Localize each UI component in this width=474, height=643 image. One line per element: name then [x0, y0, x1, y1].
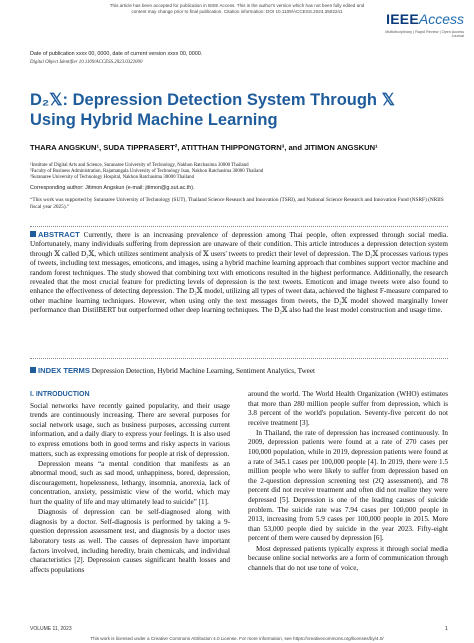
- publication-date: Date of publication xxxx 00, 0000, date of current version xxxx 00, 0000.: [30, 51, 203, 57]
- affiliation-1: ¹Institute of Digital Arts and Science, Suranaree University of Technology, Nakhon Ratchasima 30000 Thailand: [30, 163, 249, 168]
- logo-tagline: Multidisciplinary | Rapid Review | Open Access Journal: [385, 30, 464, 38]
- page-number: 1: [444, 626, 448, 632]
- logo-access-text: Access: [418, 11, 464, 27]
- index-terms: [30, 366, 448, 375]
- affiliation-2: ²Faculty of Business Administration, Rajamangala University of Technology Isan, Nakhon Ratchasima 30000 Thailand: [30, 169, 264, 175]
- left-column: [30, 390, 230, 576]
- funding-note: “This work was supported by Suranaree University of Technology (SUT), Thailand Science Research and Innovation (TSRI), and National Science Research and Innovation Fund (NSRF) (NRIIS fiscal year 2025).”: [30, 197, 444, 210]
- index-terms-text: Depression Detection, Hybrid Machine Learning, Sentiment Analytics, Tweet: [91, 367, 316, 375]
- logo-ieee-text: IEEE: [386, 11, 419, 27]
- title-line-1: D₂𝕏: Depression Detection System Through 𝕏: [30, 91, 395, 109]
- top-notice-line-2: content may change prior to final publication. Citation information: DOI 10.1109/ACCESS.2024.3502241: [131, 9, 343, 15]
- square-bullet-icon: [30, 367, 36, 373]
- section-heading: I. INTRODUCTION: [30, 391, 90, 398]
- paragraph: Most depressed patients typically express it through social media because online social networks are a form of communication through channels that do not use tone of voice,: [248, 544, 448, 572]
- top-notice-line-1: This article has been accepted for publication in IEEE Access. This is the author's version which has not been fully edited and: [109, 3, 365, 8]
- square-bullet-icon: [30, 231, 36, 237]
- abstract-heading: ABSTRACT: [38, 230, 80, 239]
- paragraph: Social networks have recently gained popularity, and their usage trends are continuously increasing. There are several purposes for social network usage, such as business purposes, accessing current information, and a daily diary to express your feelings. It is also used to express emotions both in good terms and risky aspects in various matters, such as expressing emotions for people at risk of depression.: [30, 401, 230, 458]
- abstract-top-rule: [30, 226, 448, 227]
- corresponding-author: Corresponding author: Jitimon Angskun (e-mail: jitimon@g.sut.ac.th).: [30, 185, 195, 191]
- volume-label: VOLUME 11, 2023: [30, 626, 72, 632]
- affiliations: [30, 163, 450, 182]
- abstract-bottom-rule: [30, 358, 448, 359]
- paragraph: In Thailand, the rate of depression has increased continuously. In 2009, depression patients were found at a rate of 270 cases per 100,000 population, while in 2019, depression patients were found at a rate of 345.1 cases per 100,000 people [4]. In 2019, there were 1.5 million people who were likely to suffer from depression based on the 2-question depression screening test (2Q assessment), and 78 percent did not receive treatment and often did not realize they were depressed [5]. Depression is one of the leading causes of suicide problem. The suicide rate was 7.94 cases per 100,000 people in 2013, increasing from 5.9 cases per 100,000 people in 2015. More than 53,000 people died by suicide in the year 2023. Fifty-eight percent of them were caused by depression [6].: [248, 428, 448, 543]
- paragraph: around the world. The World Health Organization (WHO) estimates that more than 280 million people suffer from depression, which is 3.8 percent of the world's population. Seventy-five percent do not receive treatment [3].: [248, 390, 448, 427]
- index-terms-heading: INDEX TERMS: [38, 366, 90, 375]
- ieee-access-logo: [382, 11, 464, 38]
- paragraph: Diagnosis of depression can be self-diagnosed along with diagnosis by a doctor. Self-diagnosis is performed by taking a 9-question depression assessment test, and diagnosis by a doctor uses laboratory tests as well. The causes of depression have important factors involved, including heredity, brain chemicals, and individual characteristics [2]. Depression causes significant health losses and affects populations: [30, 508, 230, 574]
- paper-title: [30, 90, 450, 130]
- title-line-2: Using Hybrid Machine Learning: [30, 111, 278, 129]
- paragraph: Depression means “a mental condition that manifests as an abnormal mood, such as sad mood, unhappiness, bored, depression, discouragement, hopelessness, lethargy, insomnia, anorexia, lack of concentration, anxiety, pessimistic view of the world, which may hurt the quality of life and may ultimately lead to suicide” [1].: [30, 459, 230, 507]
- abstract-block: [30, 230, 448, 316]
- author-list: THARA ANGSKUN¹, SUDA TIPPRASERT², ATITTHAN THIPPONGTORN³, and JITIMON ANGSKUN¹: [30, 143, 378, 152]
- right-column: [248, 390, 448, 574]
- affiliation-3: ³Suranaree University of Technology Hospital, Nakhon Ratchasima 30000 Thailand: [30, 175, 195, 181]
- abstract-text: Currently, there is an increasing prevalence of depression among Thai people, often expressed through social media. Unfortunately, many individuals suffering from depression are unaware of their condition. This article introduces a depression detection system through 𝕏 called D₂𝕏, which utilizes sentiment analysis of 𝕏 users' tweets to predict their level of depression. The D₂𝕏 processes various types of tweets, including text messages, emoticons, and images, using a hybrid machine learning approach that combines support vector machine and random forest techniques. The study showed that combining text with emoticons resulted in the highest performance. Additionally, the research revealed that the most crucial feature for predicting levels of depression is the text tweets. Emoticon and image tweets were also found to enhance the effectiveness of detecting depression. The D₂𝕏 model, utilizing all types of tweet data, achieved the highest F-measure compared to other machine learning techniques. However, when using only the text messages from tweets, the D₂𝕏 model showed marginally lower performance than DistilBERT but outperformed other deep learning techniques. The D₂𝕏 also had the least model construction and usage time.: [30, 231, 449, 315]
- license-notice: This work is licensed under a Creative Commons Attribution 4.0 License. For more information, see https://creativecommons.org/licenses/by/4.0/: [90, 636, 384, 641]
- doi-line: Digital Object Identifier 10.1109/ACCESS.2023.0322000: [30, 60, 143, 65]
